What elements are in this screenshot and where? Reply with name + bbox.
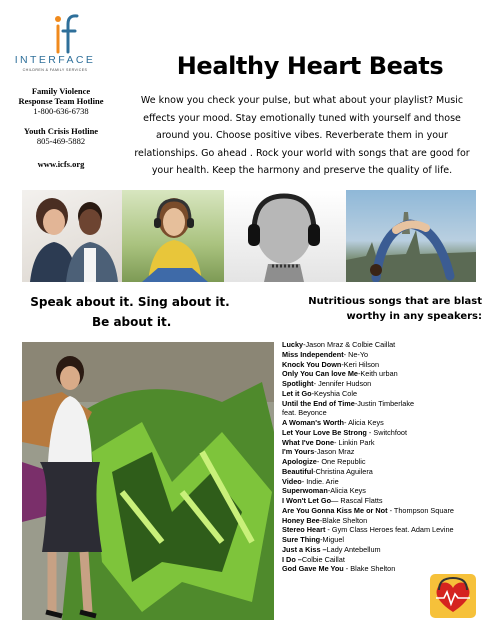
songs-heading-line2: worthy in any speakers: bbox=[346, 311, 482, 322]
hotline2-phone: 805-469-5882 bbox=[36, 136, 86, 146]
list-item: Until the End of Time-Justin Timberlake bbox=[282, 398, 415, 408]
if-logo-mark-icon bbox=[44, 12, 84, 54]
list-item: Knock You Down-Keri Hilson bbox=[282, 359, 380, 369]
hotline-sidebar bbox=[6, 86, 116, 169]
backbend-photo bbox=[346, 190, 476, 282]
list-item: feat. Beyonce bbox=[282, 408, 327, 418]
intro-line: effects your mood. Stay emotionally tuned with yourself and those bbox=[143, 112, 461, 124]
list-item: I Won't Let Go— Rascal Flatts bbox=[282, 496, 383, 505]
couple-photo bbox=[22, 190, 122, 282]
headphones-head-photo bbox=[224, 190, 346, 282]
hotline1-title-line2: Response Team Hotline bbox=[18, 96, 104, 106]
hotline1-title-line1: Family Violence bbox=[31, 86, 91, 96]
intro-line: relationships. Go ahead . Rock your world with songs that are good for bbox=[134, 147, 470, 159]
hotline2-title: Youth Crisis Hotline bbox=[23, 126, 99, 136]
list-item: Let it Go-Keyshia Cole bbox=[282, 388, 358, 398]
list-item: A Woman's Worth- Alicia Keys bbox=[282, 418, 384, 427]
list-item: Miss Independent- Ne-Yo bbox=[282, 349, 369, 359]
songs-heading bbox=[298, 294, 482, 324]
list-item: Stereo Heart - Gym Class Heroes feat. Adam Levine bbox=[282, 525, 454, 535]
list-item: Let Your Love Be Strong - Switchfoot bbox=[282, 427, 408, 437]
slogan-line1: Speak about it. Sing about it. bbox=[30, 295, 230, 309]
list-item: I'm Yours-Jason Mraz bbox=[282, 447, 355, 457]
logo-tagline: CHILDREN & FAMILY SERVICES bbox=[22, 68, 88, 72]
list-item: Lucky-Jason Mraz & Colbie Caillat bbox=[282, 340, 396, 349]
intro-paragraph bbox=[112, 92, 492, 180]
song-list bbox=[282, 340, 500, 574]
list-item: Honey Bee-Blake Shelton bbox=[282, 515, 368, 525]
page-title: Healthy Heart Beats bbox=[176, 52, 444, 80]
list-item: Superwoman-Alicia Keys bbox=[282, 486, 366, 496]
list-item: Only You Can love Me-Keith urban bbox=[282, 369, 398, 379]
list-item: Beautiful-Christina Aguilera bbox=[282, 466, 373, 476]
songs-heading-line1: Nutritious songs that are blast bbox=[308, 296, 482, 307]
list-item: Sure Thing-Miguel bbox=[282, 535, 345, 544]
graffiti-wall-photo bbox=[22, 342, 274, 620]
list-item: Spotlight- Jennifer Hudson bbox=[282, 379, 372, 388]
interface-logo bbox=[14, 12, 96, 82]
list-item: Are You Gonna Kiss Me or Not - Thompson Square bbox=[282, 505, 454, 515]
list-item: God Gave Me You - Blake Shelton bbox=[282, 564, 396, 574]
list-item: What I've Done- Linkin Park bbox=[282, 437, 375, 447]
list-item: Just a Kiss –Lady Antebellum bbox=[282, 544, 381, 554]
photo-strip bbox=[22, 190, 476, 282]
list-item: Video- Indie. Arie bbox=[282, 476, 339, 486]
slogan-line2: Be about it. bbox=[92, 315, 172, 329]
website-link[interactable]: www.icfs.org bbox=[37, 159, 85, 169]
logo-wordmark: INTERFACE bbox=[14, 54, 96, 66]
headphone-girl-photo bbox=[122, 190, 224, 282]
intro-line: We know you check your pulse, but what about your playlist? Music bbox=[140, 95, 464, 106]
list-item: Apologize- One Republic bbox=[282, 457, 366, 466]
list-item: I Do –Colbie Caillat bbox=[282, 554, 345, 564]
intro-line: around you. Choose positive vibes. Reverberate them in your bbox=[156, 130, 448, 141]
intro-line: your health. Keep the harmony and preserve the quality of life. bbox=[151, 165, 453, 176]
slogan bbox=[22, 292, 238, 332]
hotline1-phone: 1-800-636-6738 bbox=[33, 106, 89, 116]
heart-headphones-icon bbox=[430, 574, 476, 618]
